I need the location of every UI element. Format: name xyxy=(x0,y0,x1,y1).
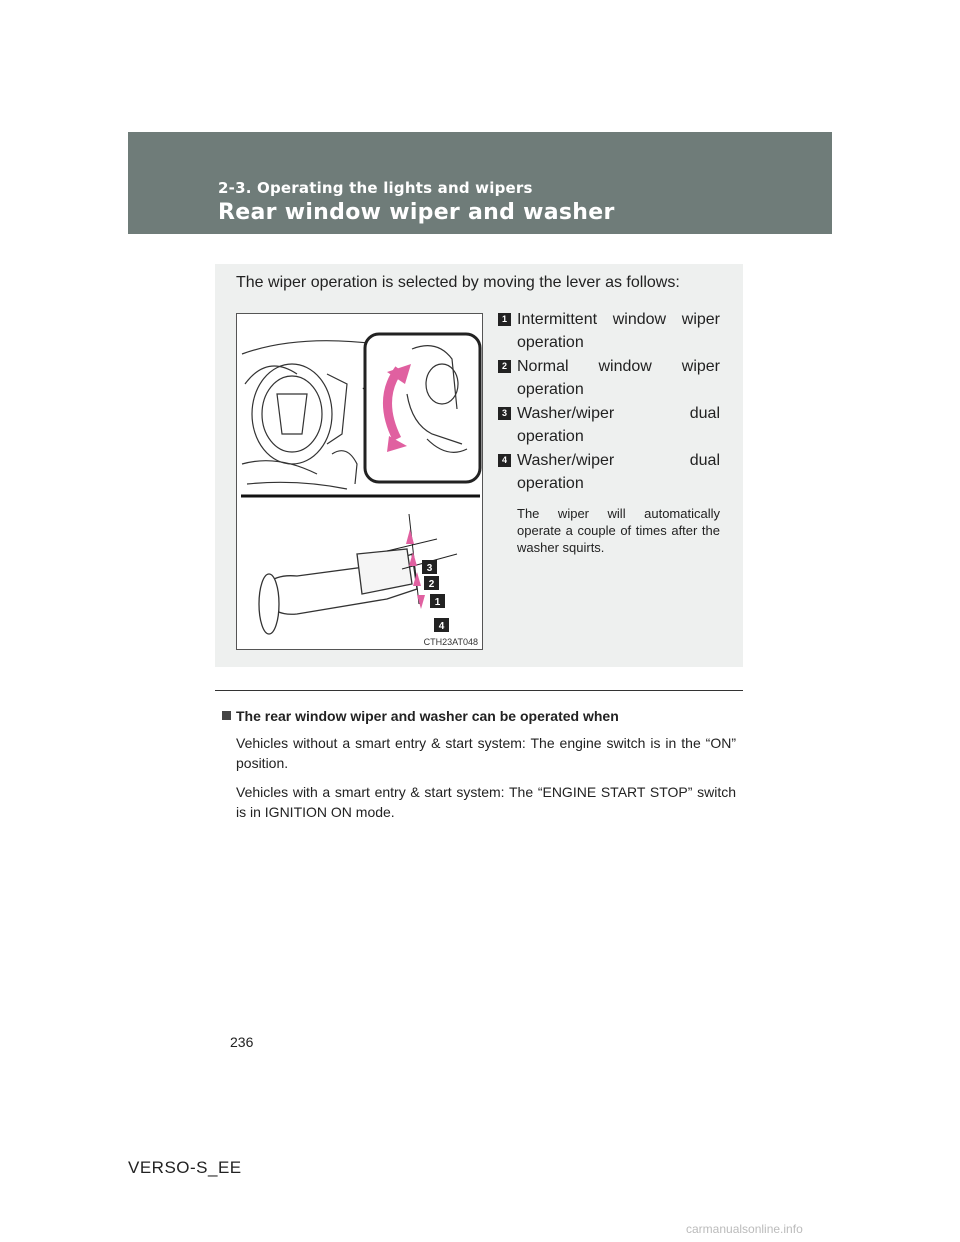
svg-text:1: 1 xyxy=(434,597,441,608)
step-item xyxy=(498,449,720,495)
step-number: 2 xyxy=(498,360,511,373)
step-text: Washer/wiper dual operation xyxy=(517,405,720,445)
page-title: Rear window wiper and washer xyxy=(218,200,615,225)
step-text: Intermittent window wiper operation xyxy=(517,311,720,351)
lever-drawing xyxy=(237,314,482,649)
section-divider xyxy=(215,690,743,691)
step-number: 1 xyxy=(498,313,511,326)
step-number: 4 xyxy=(498,454,511,467)
footer-code: VERSO-S_EE xyxy=(128,1158,242,1177)
step-text: Normal window wiper operation xyxy=(517,358,720,398)
step-item xyxy=(498,355,720,401)
condition-heading-text: The rear window wiper and washer can be operated when xyxy=(236,708,619,724)
step-note: The wiper will automatically operate a couple of times after the washer squirts. xyxy=(517,506,720,555)
watermark: carmanualsonline.info xyxy=(686,1222,803,1236)
condition-paragraph: Vehicles with a smart entry & start system: The “ENGINE START STOP” switch is in IGNITION ON mode. xyxy=(236,784,736,820)
step-item xyxy=(498,308,720,354)
page-number: 236 xyxy=(230,1034,254,1050)
condition-heading xyxy=(222,708,736,724)
image-code: CTH23AT048 xyxy=(423,637,478,647)
square-bullet-icon xyxy=(222,711,231,720)
step-item xyxy=(498,402,720,448)
instruction-panel xyxy=(215,264,743,667)
panel-intro: The wiper operation is selected by moving the lever as follows: xyxy=(236,274,680,291)
wiper-lever-illustration xyxy=(236,313,483,650)
svg-text:2: 2 xyxy=(428,579,435,590)
condition-paragraph: Vehicles without a smart entry & start system: The engine switch is in the “ON” position. xyxy=(236,735,736,771)
step-text: Washer/wiper dual operation xyxy=(517,452,720,492)
svg-text:3: 3 xyxy=(426,563,433,574)
section-header xyxy=(128,132,832,234)
step-list xyxy=(498,308,720,556)
svg-text:4: 4 xyxy=(438,621,445,632)
section-label: 2-3. Operating the lights and wipers xyxy=(218,179,533,197)
body-content xyxy=(222,708,736,822)
step-number: 3 xyxy=(498,407,511,420)
